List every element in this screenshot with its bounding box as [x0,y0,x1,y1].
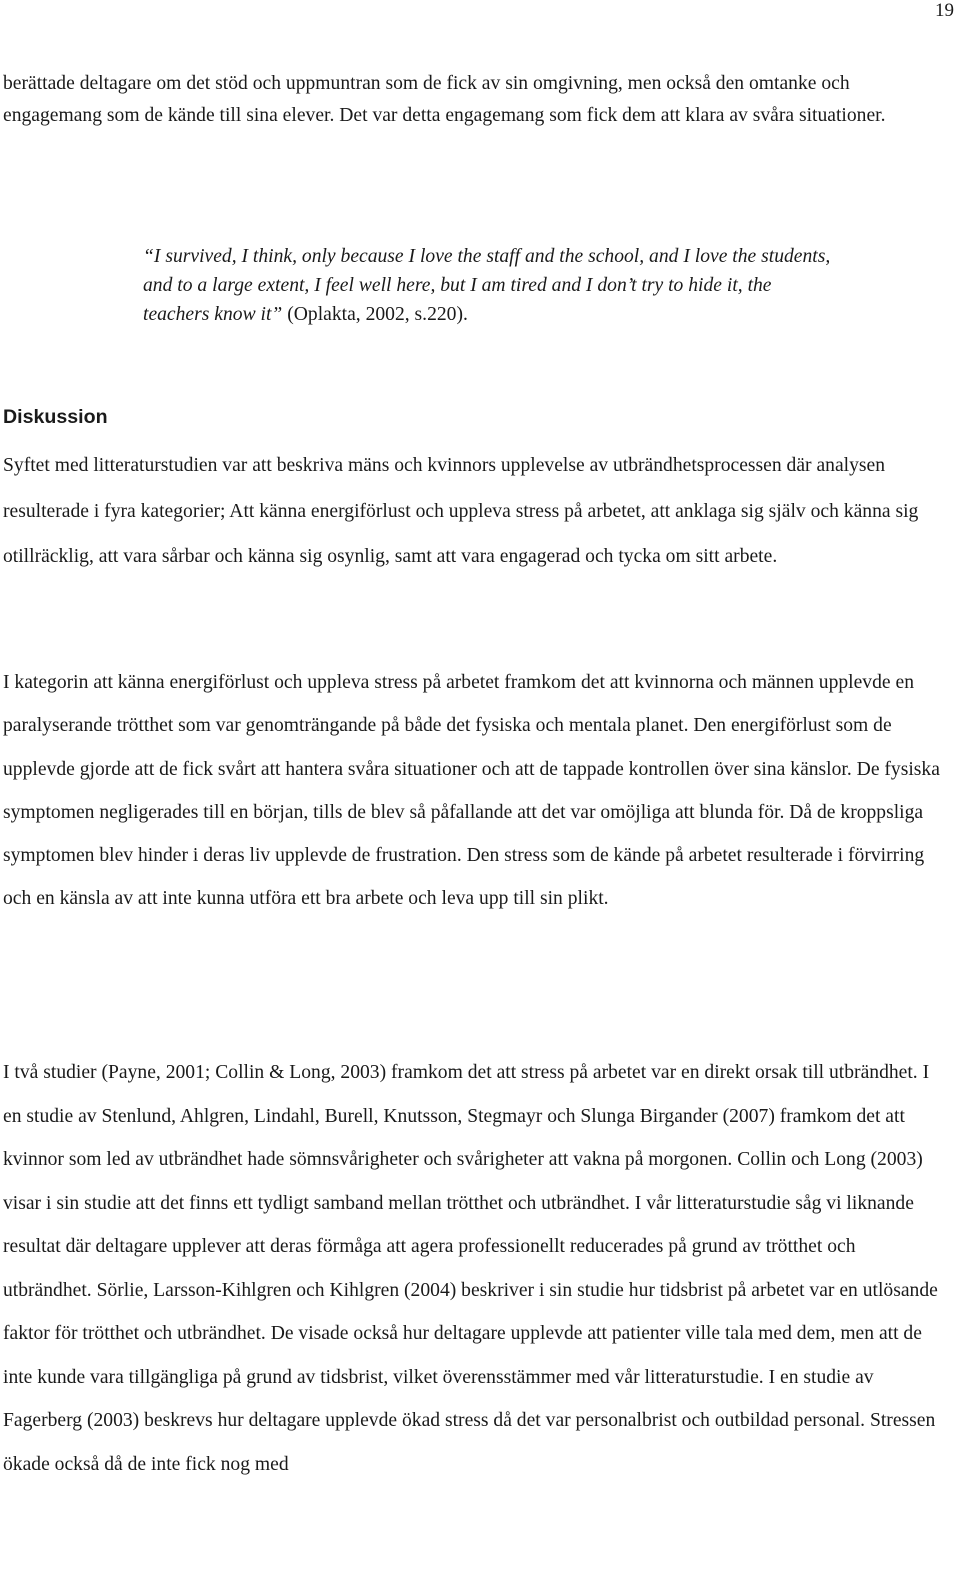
quote-text: “I survived, I think, only because I love the staff and the school, and I love the students, and to a large extent, I feel well here, but I am tired and I don’t try to hide it, the teachers know it” [143,246,831,325]
block-quote [143,242,833,329]
page-number: 19 [935,0,954,21]
section-heading: Diskussion [3,406,108,428]
paragraph-energy-loss: I kategorin att känna energiförlust och uppleva stress på arbetet framkom det att kvinnorna och männen upplevde en paralyserande trötthet som var genomträngande på både det fysiska och mentala planet. Den energiförlust som de upplevde gjorde att de fick svårt att hantera svåra situationer och att de tappade kontrollen över sina känslor. De fysiska symptomen negligerades till en början, tills de blev så påfallande att det var omöjliga att blunda för. Då de kroppsliga symptomen blev hinder i deras liv upplevde de frustration. Den stress som de kände på arbetet resulterade i förvirring och en känsla av att inte kunna utföra ett bra arbete och leva upp till sin plikt. [3,672,940,910]
paragraph-purpose: Syftet med litteraturstudien var att beskriva mäns och kvinnors upplevelse av utbrändhetsprocessen där analysen resulterade i fyra kategorier; Att känna energiförlust och uppleva stress på arbetet, att anklaga sig själv och känna sig otillräcklig, att vara sårbar och känna sig osynlig, samt att vara engagerad och tycka om sitt arbete. [3,455,919,567]
intro-paragraph: berättade deltagare om det stöd och uppmuntran som de fick av sin omgivning, men också den omtanke och engagemang som de kände till sina elever. Det var detta engagemang som fick dem att klara av svåra situationer. [3,73,886,126]
paragraph-studies: I två studier (Payne, 2001; Collin & Long, 2003) framkom det att stress på arbetet var en direkt orsak till utbrändhet. I en studie av Stenlund, Ahlgren, Lindahl, Burell, Knutsson, Stegmayr och Slunga Birgander (2007) framkom det att kvinnor som led av utbrändhet hade sömnsvårigheter och svårigheter att vakna på morgonen. Collin och Long (2003) visar i sin studie att det finns ett tydligt samband mellan trötthet och utbrändhet. I vår litteraturstudie såg vi liknande resultat där deltagare upplever att deras förmåga att agera professionellt reducerades på grund av trötthet och utbrändhet. Sörlie, Larsson-Kihlgren och Kihlgren (2004) beskriver i sin studie hur tidsbrist på arbetet var en utlösande faktor för trötthet och utbrändhet. De visade också hur deltagare upplevde att patienter ville tala med dem, men att de inte kunde vara tillgängliga på grund av tidsbrist, vilket överensstämmer med vår litteraturstudie. I en studie av Fagerberg (2003) beskrevs hur deltagare upplevde ökad stress då det var personalbrist och outbildad personal. Stressen ökade också då de inte fick nog med [3,1062,938,1475]
quote-citation: (Oplakta, 2002, s.220). [282,304,468,325]
